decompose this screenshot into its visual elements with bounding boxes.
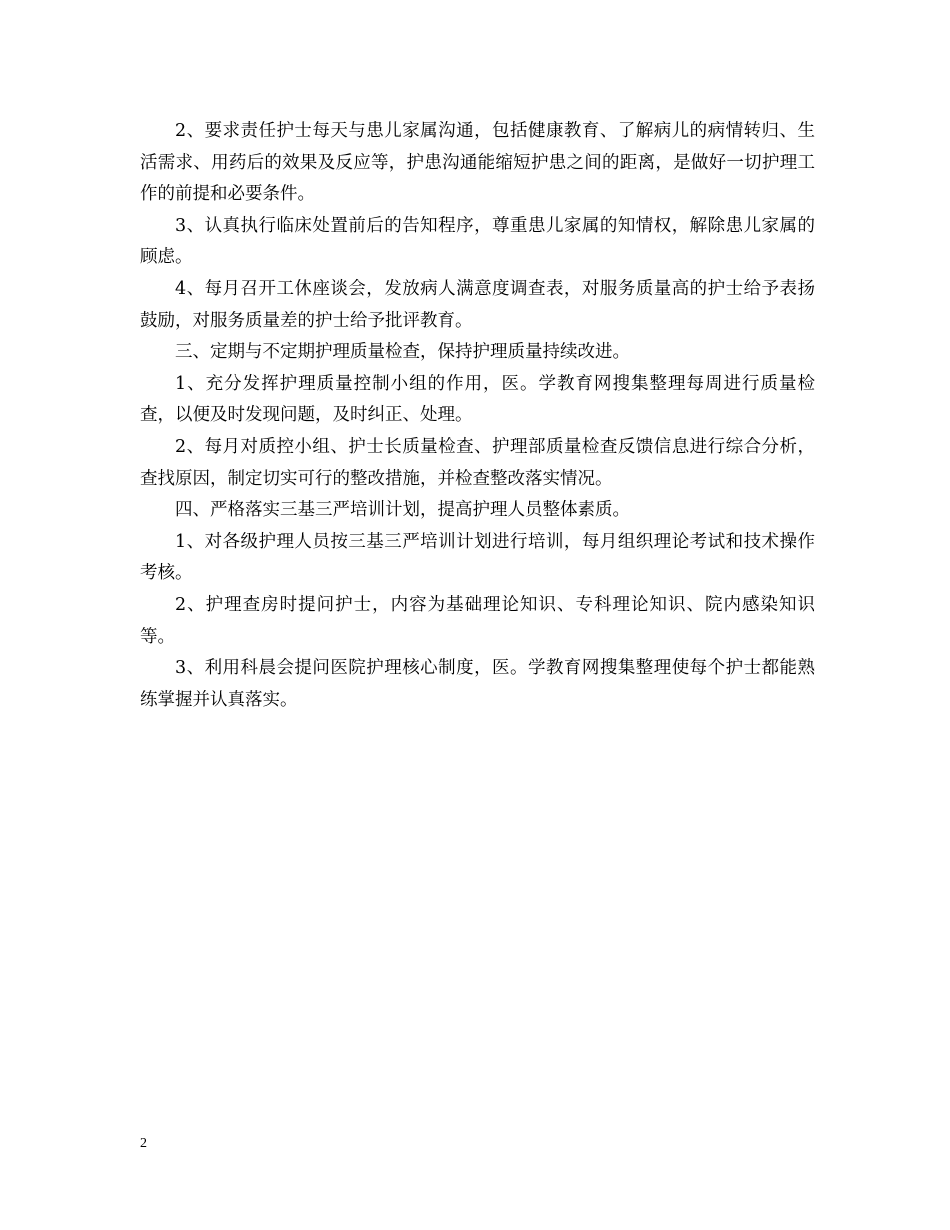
paragraph-patient-communication: 2、要求责任护士每天与患儿家属沟通，包括健康教育、了解病儿的病情转归、生活需求、用药后的效果及反应等，护患沟通能缩短护患之间的距离，是做好一切护理工作的前提和必要条件。 [140, 121, 815, 205]
paragraph-monthly-analysis: 2、每月对质控小组、护士长质量检查、护理部质量检查反馈信息进行综合分析，查找原因，制定切实可行的整改措施，并检查整改落实情况。 [140, 436, 815, 489]
section-heading-training-plan: 四、严格落实三基三严培训计划，提高护理人员整体素质。 [175, 500, 630, 521]
paragraph-quality-control-group: 1、充分发挥护理质量控制小组的作用，医。学教育网搜集整理每周进行质量检查，以便及时发现问题，及时纠正、处理。 [140, 373, 815, 426]
paragraph-monthly-meeting: 4、每月召开工休座谈会，发放病人满意度调查表，对服务质量高的护士给予表扬鼓励，对服务质量差的护士给予批评教育。 [140, 278, 815, 331]
paragraph-morning-meeting: 3、利用科晨会提问医院护理核心制度，医。学教育网搜集整理使每个护士都能熟练掌握并认真落实。 [140, 658, 815, 710]
paragraph-staff-training: 1、对各级护理人员按三基三严培训计划进行培训，每月组织理论考试和技术操作考核。 [140, 531, 815, 584]
paragraph-notification-procedure: 3、认真执行临床处置前后的告知程序，尊重患儿家属的知情权，解除患儿家属的顾虑。 [140, 215, 815, 268]
document-body [140, 116, 815, 716]
section-heading-quality-inspection: 三、定期与不定期护理质量检查，保持护理质量持续改进。 [175, 342, 630, 363]
paragraph-ward-round-questions: 2、护理查房时提问护士，内容为基础理论知识、专科理论知识、院内感染知识等。 [140, 594, 815, 647]
page-number: 2 [140, 1136, 147, 1151]
